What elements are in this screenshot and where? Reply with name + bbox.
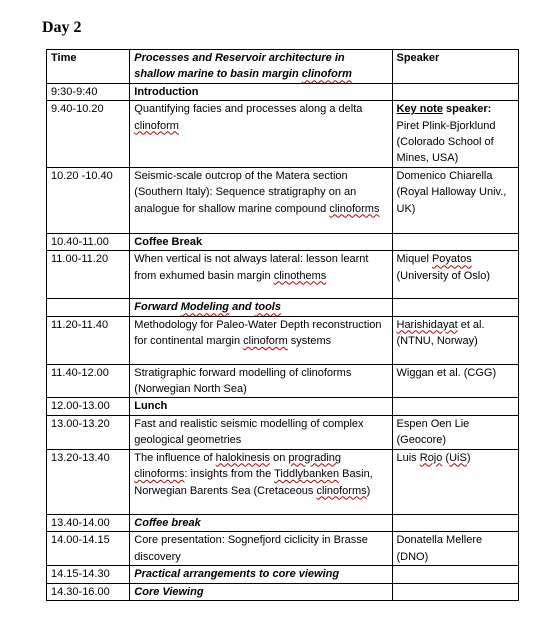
schedule-table [46,49,519,601]
header-time: Time [47,50,130,84]
speaker-cell: Wiggan et al. (CGG) [392,364,519,398]
time-cell: 9.40-10.20 [47,101,130,168]
table-row [47,583,519,600]
speaker-cell [392,233,519,250]
topic-cell: Fast and realistic seismic modelling of complex geological geometries [130,415,392,449]
table-row [47,566,519,583]
speaker-cell: Key note speaker: Piret Plink-Bjorklund (Colorado School of Mines, USA) [392,101,519,168]
speaker-cell: Harishidayat et al. (NTNU, Norway) [392,316,519,364]
topic-cell: Core Viewing [130,583,392,600]
table-row [47,415,519,449]
time-cell: 10.20 -10.40 [47,167,130,233]
speaker-cell [392,514,519,531]
table-row [47,233,519,250]
table-row [47,83,519,100]
time-cell: 13.00-13.20 [47,415,130,449]
time-cell: 14.15-14.30 [47,566,130,583]
table-row [47,532,519,566]
speaker-cell: Luis Rojo (UiS) [392,449,519,514]
speaker-cell: Donatella Mellere (DNO) [392,532,519,566]
topic-cell: Lunch [130,398,392,415]
header-speaker: Speaker [392,50,519,84]
time-cell: 10.40-11.00 [47,233,130,250]
table-row [47,449,519,514]
topic-cell: Seismic-scale outcrop of the Matera section (Southern Italy): Sequence stratigraphy on an analogue for shallow marine compound clinoforms [130,167,392,233]
topic-cell: Stratigraphic forward modelling of clinoforms (Norwegian North Sea) [130,364,392,398]
topic-cell: Quantifying facies and processes along a delta clinoform [130,101,392,168]
speaker-cell [392,299,519,316]
table-row [47,101,519,168]
topic-cell: Practical arrangements to core viewing [130,566,392,583]
time-cell: 13.40-14.00 [47,514,130,531]
speaker-cell [392,566,519,583]
topic-cell: Coffee Break [130,233,392,250]
time-cell: 9:30-9:40 [47,83,130,100]
table-row [47,299,519,316]
topic-cell: Coffee break [130,514,392,531]
table-header-row [47,50,519,84]
table-row [47,167,519,233]
table-row [47,251,519,299]
table-row [47,316,519,364]
time-cell: 13.20-13.40 [47,449,130,514]
time-cell: 14.00-14.15 [47,532,130,566]
page-title: Day 2 [42,19,82,36]
speaker-cell: Domenico Chiarella (Royal Halloway Univ., UK) [392,167,519,233]
time-cell [47,299,130,316]
speaker-cell: Espen Oen Lie (Geocore) [392,415,519,449]
time-cell: 14.30-16.00 [47,583,130,600]
header-processes: Processes and Reservoir architecture in shallow marine to basin margin clinoform [130,50,392,84]
speaker-cell [392,398,519,415]
time-cell: 11.00-11.20 [47,251,130,299]
topic-cell: Core presentation: Sognefjord ciclicity in Brasse discovery [130,532,392,566]
topic-cell: The influence of halokinesis on prograding clinoforms: insights from the Tiddlybanken Basin, Norwegian Barents Sea (Cretaceous clinoforms) [130,449,392,514]
section-heading-cell: Forward Modeling and tools [130,299,392,316]
time-cell: 11.20-11.40 [47,316,130,364]
speaker-cell [392,583,519,600]
table-row [47,398,519,415]
topic-cell: When vertical is not always lateral: lesson learnt from exhumed basin margin clinothems [130,251,392,299]
speaker-cell [392,83,519,100]
topic-cell: Introduction [130,83,392,100]
speaker-cell: Miquel Poyatos (University of Oslo) [392,251,519,299]
table-row [47,514,519,531]
time-cell: 12.00-13.00 [47,398,130,415]
topic-cell: Methodology for Paleo-Water Depth reconstruction for continental margin clinoform systems [130,316,392,364]
time-cell: 11.40-12.00 [47,364,130,398]
table-row [47,364,519,398]
